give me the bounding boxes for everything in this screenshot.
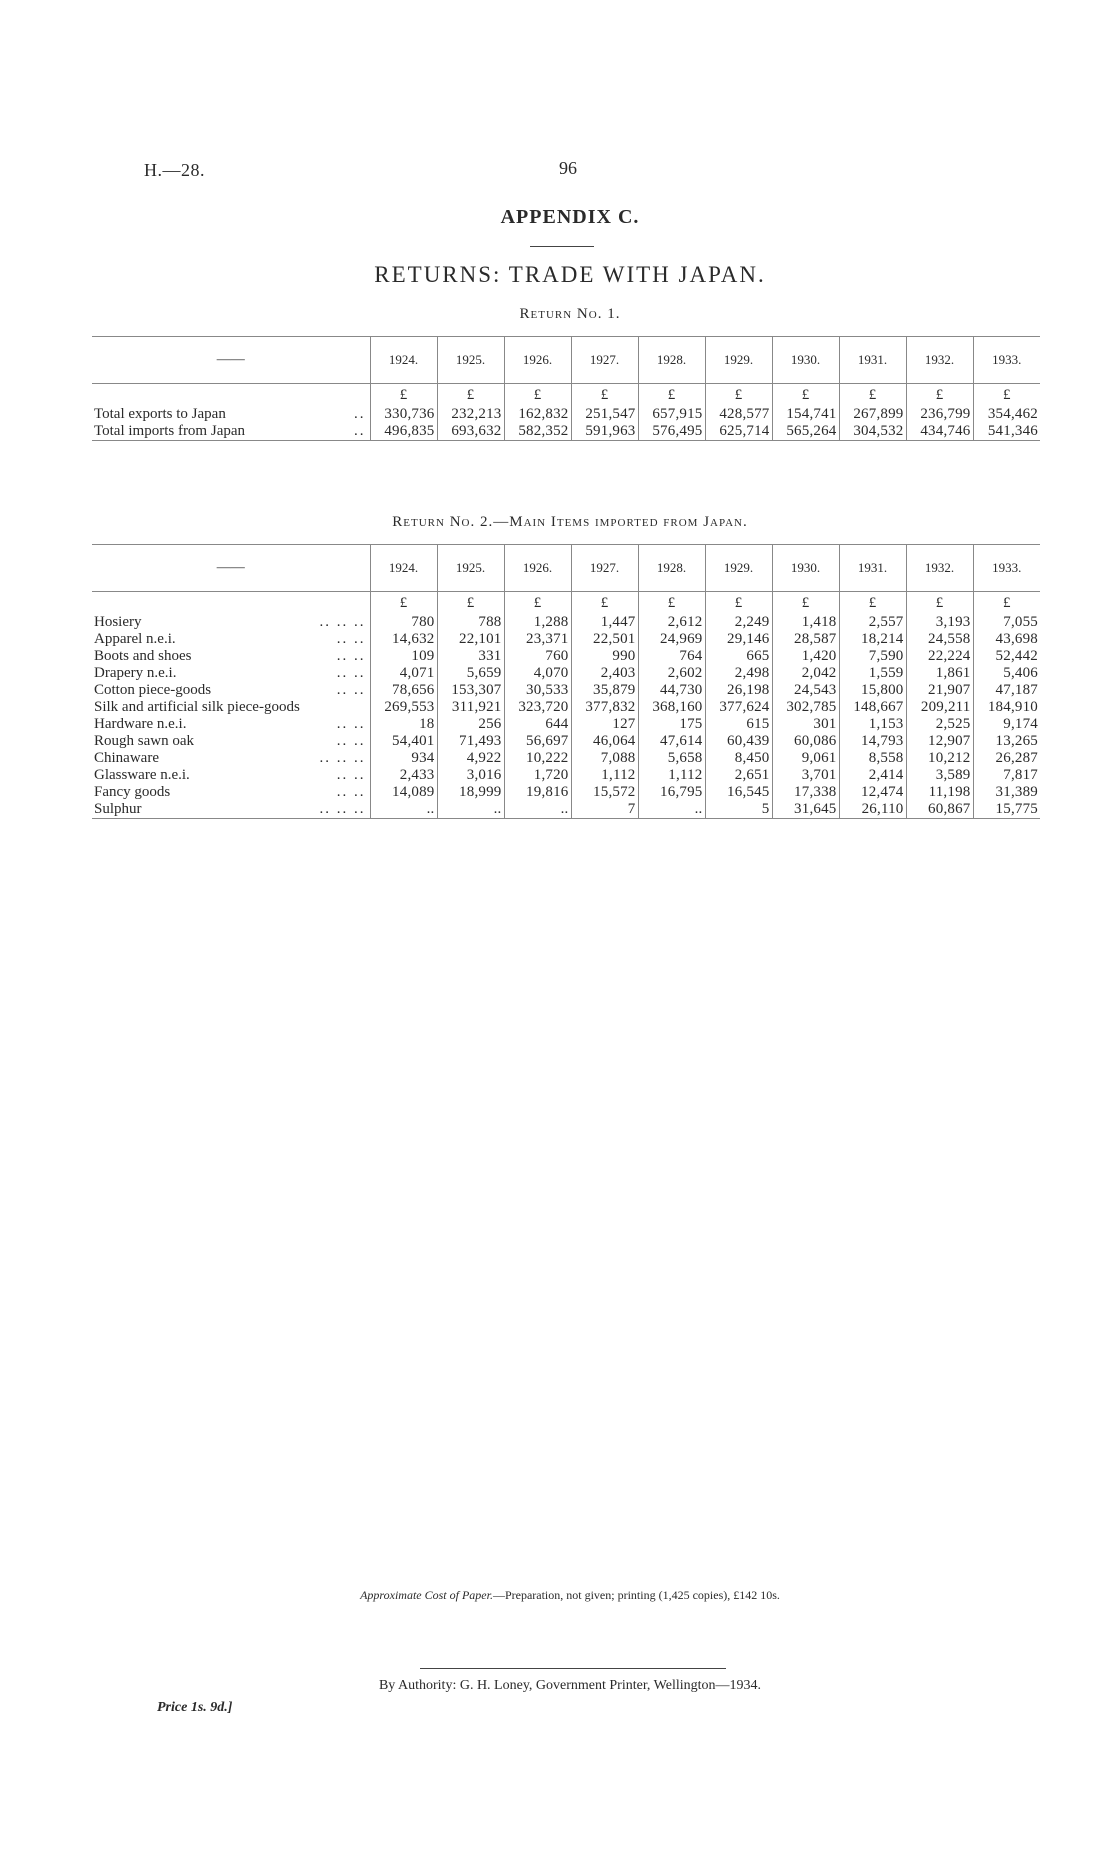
value-cell: 2,249 bbox=[705, 614, 772, 631]
value-cell: 7,088 bbox=[571, 750, 638, 767]
value-cell: 5,659 bbox=[437, 665, 504, 682]
value-cell: 60,439 bbox=[705, 733, 772, 750]
return2-table bbox=[92, 544, 1040, 819]
document-reference: H.—28. bbox=[144, 160, 205, 180]
currency-cell: £ bbox=[370, 384, 437, 407]
value-cell: .. bbox=[437, 801, 504, 819]
label-column-header: —— bbox=[216, 352, 245, 367]
currency-cell: £ bbox=[906, 592, 973, 615]
leader-dots: .. .. bbox=[336, 784, 366, 800]
value-cell: 127 bbox=[571, 716, 638, 733]
year-header: 1932. bbox=[906, 337, 973, 384]
value-cell: 29,146 bbox=[705, 631, 772, 648]
return2-body bbox=[92, 592, 1040, 819]
value-cell: 764 bbox=[638, 648, 705, 665]
value-cell: 175 bbox=[638, 716, 705, 733]
cost-of-paper-note bbox=[200, 1588, 940, 1603]
value-cell: 496,835 bbox=[370, 423, 437, 441]
row-label: Rough sawn oak bbox=[94, 733, 194, 749]
row-label-cell bbox=[92, 423, 370, 441]
currency-cell: £ bbox=[437, 592, 504, 615]
leader-dots: .. .. .. bbox=[319, 750, 366, 766]
value-cell: 625,714 bbox=[705, 423, 772, 441]
value-cell: 232,213 bbox=[437, 406, 504, 423]
value-cell: 60,867 bbox=[906, 801, 973, 819]
row-label: Drapery n.e.i. bbox=[94, 665, 177, 681]
value-cell: 14,089 bbox=[370, 784, 437, 801]
value-cell: 330,736 bbox=[370, 406, 437, 423]
main-title: RETURNS: TRADE WITH JAPAN. bbox=[374, 262, 766, 287]
value-cell: 582,352 bbox=[504, 423, 571, 441]
leader-dots: .. bbox=[354, 423, 366, 439]
value-cell: 2,433 bbox=[370, 767, 437, 784]
value-cell: 301 bbox=[772, 716, 839, 733]
year-header: 1931. bbox=[839, 545, 906, 592]
authority-divider bbox=[420, 1668, 726, 1669]
table-row bbox=[92, 423, 1040, 441]
value-cell: 311,921 bbox=[437, 699, 504, 716]
row-label-cell bbox=[92, 801, 370, 819]
value-cell: 52,442 bbox=[973, 648, 1040, 665]
value-cell: 354,462 bbox=[973, 406, 1040, 423]
value-cell: 11,198 bbox=[906, 784, 973, 801]
value-cell: 1,153 bbox=[839, 716, 906, 733]
value-cell: 1,112 bbox=[571, 767, 638, 784]
currency-cell: £ bbox=[839, 384, 906, 407]
value-cell: .. bbox=[504, 801, 571, 819]
value-cell: 760 bbox=[504, 648, 571, 665]
year-header: 1927. bbox=[571, 337, 638, 384]
value-cell: 4,071 bbox=[370, 665, 437, 682]
leader-dots: .. .. bbox=[336, 767, 366, 783]
value-cell: 7,817 bbox=[973, 767, 1040, 784]
year-header: 1933. bbox=[973, 337, 1040, 384]
value-cell: 16,795 bbox=[638, 784, 705, 801]
value-cell: 153,307 bbox=[437, 682, 504, 699]
currency-cell: £ bbox=[973, 592, 1040, 615]
value-cell: 21,907 bbox=[906, 682, 973, 699]
table-row bbox=[92, 801, 1040, 819]
value-cell: 2,602 bbox=[638, 665, 705, 682]
year-header: 1929. bbox=[705, 337, 772, 384]
value-cell: 35,879 bbox=[571, 682, 638, 699]
value-cell: 31,389 bbox=[973, 784, 1040, 801]
cost-text: —Preparation, not given; printing (1,425 copies), £142 10s. bbox=[492, 1588, 780, 1602]
table-row bbox=[92, 406, 1040, 423]
value-cell: 31,645 bbox=[772, 801, 839, 819]
cost-label: Approximate Cost of Paper. bbox=[360, 1588, 493, 1602]
currency-cell: £ bbox=[638, 384, 705, 407]
table-row bbox=[92, 784, 1040, 801]
value-cell: 541,346 bbox=[973, 423, 1040, 441]
value-cell: 2,414 bbox=[839, 767, 906, 784]
value-cell: 5 bbox=[705, 801, 772, 819]
value-cell: 3,701 bbox=[772, 767, 839, 784]
row-label: Fancy goods bbox=[94, 784, 171, 800]
printer-authority: By Authority: G. H. Loney, Government Printer, Wellington—1934. bbox=[378, 1678, 762, 1693]
value-cell: 71,493 bbox=[437, 733, 504, 750]
value-cell: 23,371 bbox=[504, 631, 571, 648]
row-label: Chinaware bbox=[94, 750, 159, 766]
return1-table bbox=[92, 336, 1040, 441]
row-label: Total exports to Japan bbox=[94, 406, 226, 422]
value-cell: 28,587 bbox=[772, 631, 839, 648]
price: Price 1s. 9d.] bbox=[157, 1700, 233, 1715]
value-cell: 565,264 bbox=[772, 423, 839, 441]
return1-body bbox=[92, 384, 1040, 441]
currency-cell: £ bbox=[437, 384, 504, 407]
value-cell: 47,187 bbox=[973, 682, 1040, 699]
year-header: 1932. bbox=[906, 545, 973, 592]
value-cell: 2,651 bbox=[705, 767, 772, 784]
value-cell: 7,590 bbox=[839, 648, 906, 665]
value-cell: 1,447 bbox=[571, 614, 638, 631]
year-header: 1929. bbox=[705, 545, 772, 592]
leader-dots: .. .. bbox=[336, 631, 366, 647]
blank-cell bbox=[92, 592, 370, 615]
value-cell: 428,577 bbox=[705, 406, 772, 423]
value-cell: 13,265 bbox=[973, 733, 1040, 750]
leader-dots: .. .. bbox=[336, 682, 366, 698]
value-cell: 267,899 bbox=[839, 406, 906, 423]
value-cell: 154,741 bbox=[772, 406, 839, 423]
return1-title: Return No. 1. bbox=[519, 306, 621, 322]
return2-header-row bbox=[92, 545, 1040, 592]
row-label-cell bbox=[92, 750, 370, 767]
blank-cell bbox=[92, 384, 370, 407]
year-header: 1933. bbox=[973, 545, 1040, 592]
value-cell: 26,198 bbox=[705, 682, 772, 699]
table-row bbox=[92, 614, 1040, 631]
row-label-cell bbox=[92, 767, 370, 784]
value-cell: 2,498 bbox=[705, 665, 772, 682]
value-cell: .. bbox=[370, 801, 437, 819]
return1-header-row bbox=[92, 337, 1040, 384]
year-header: 1931. bbox=[839, 337, 906, 384]
value-cell: 15,572 bbox=[571, 784, 638, 801]
currency-cell: £ bbox=[571, 384, 638, 407]
leader-dots: .. .. .. bbox=[319, 801, 366, 817]
value-cell: 22,224 bbox=[906, 648, 973, 665]
row-label-cell bbox=[92, 733, 370, 750]
leader-dots: .. .. bbox=[336, 648, 366, 664]
year-header: 1930. bbox=[772, 545, 839, 592]
value-cell: 12,907 bbox=[906, 733, 973, 750]
value-cell: 377,624 bbox=[705, 699, 772, 716]
value-cell: 1,861 bbox=[906, 665, 973, 682]
value-cell: 14,793 bbox=[839, 733, 906, 750]
value-cell: 2,557 bbox=[839, 614, 906, 631]
year-header: 1927. bbox=[571, 545, 638, 592]
value-cell: 2,525 bbox=[906, 716, 973, 733]
row-label-cell bbox=[92, 784, 370, 801]
row-label-cell bbox=[92, 665, 370, 682]
row-label: Boots and shoes bbox=[94, 648, 192, 664]
currency-cell: £ bbox=[370, 592, 437, 615]
leader-dots: .. .. bbox=[336, 733, 366, 749]
value-cell: 8,450 bbox=[705, 750, 772, 767]
table-row bbox=[92, 733, 1040, 750]
currency-cell: £ bbox=[504, 384, 571, 407]
value-cell: 788 bbox=[437, 614, 504, 631]
value-cell: 657,915 bbox=[638, 406, 705, 423]
value-cell: 44,730 bbox=[638, 682, 705, 699]
value-cell: 3,193 bbox=[906, 614, 973, 631]
page-number: 96 bbox=[559, 158, 577, 178]
value-cell: 236,799 bbox=[906, 406, 973, 423]
value-cell: 269,553 bbox=[370, 699, 437, 716]
value-cell: 78,656 bbox=[370, 682, 437, 699]
value-cell: 644 bbox=[504, 716, 571, 733]
row-label-cell bbox=[92, 699, 370, 716]
value-cell: 377,832 bbox=[571, 699, 638, 716]
table-row bbox=[92, 648, 1040, 665]
currency-cell: £ bbox=[772, 384, 839, 407]
row-label: Hardware n.e.i. bbox=[94, 716, 187, 732]
value-cell: 304,532 bbox=[839, 423, 906, 441]
leader-dots: .. .. .. bbox=[319, 614, 366, 630]
value-cell: 251,547 bbox=[571, 406, 638, 423]
value-cell: 990 bbox=[571, 648, 638, 665]
leader-dots: .. bbox=[354, 406, 366, 422]
value-cell: 46,064 bbox=[571, 733, 638, 750]
row-label-cell bbox=[92, 406, 370, 423]
value-cell: 1,288 bbox=[504, 614, 571, 631]
value-cell: 9,174 bbox=[973, 716, 1040, 733]
table-row bbox=[92, 767, 1040, 784]
leader-dots: .. .. bbox=[336, 716, 366, 732]
value-cell: 148,667 bbox=[839, 699, 906, 716]
currency-cell: £ bbox=[906, 384, 973, 407]
value-cell: 15,775 bbox=[973, 801, 1040, 819]
value-cell: 3,589 bbox=[906, 767, 973, 784]
row-label: Sulphur bbox=[94, 801, 142, 817]
value-cell: 1,418 bbox=[772, 614, 839, 631]
row-label-cell bbox=[92, 648, 370, 665]
value-cell: 1,420 bbox=[772, 648, 839, 665]
currency-row bbox=[92, 384, 1040, 407]
value-cell: 43,698 bbox=[973, 631, 1040, 648]
title-divider bbox=[530, 246, 594, 247]
currency-cell: £ bbox=[973, 384, 1040, 407]
row-label-cell bbox=[92, 631, 370, 648]
value-cell: 109 bbox=[370, 648, 437, 665]
value-cell: 184,910 bbox=[973, 699, 1040, 716]
table-row bbox=[92, 665, 1040, 682]
value-cell: 14,632 bbox=[370, 631, 437, 648]
table-row bbox=[92, 716, 1040, 733]
value-cell: 17,338 bbox=[772, 784, 839, 801]
year-header: 1925. bbox=[437, 545, 504, 592]
value-cell: 15,800 bbox=[839, 682, 906, 699]
row-label: Hosiery bbox=[94, 614, 142, 630]
value-cell: 591,963 bbox=[571, 423, 638, 441]
value-cell: 30,533 bbox=[504, 682, 571, 699]
value-cell: 665 bbox=[705, 648, 772, 665]
value-cell: 2,403 bbox=[571, 665, 638, 682]
value-cell: 5,406 bbox=[973, 665, 1040, 682]
value-cell: 693,632 bbox=[437, 423, 504, 441]
table-row bbox=[92, 699, 1040, 716]
value-cell: 2,612 bbox=[638, 614, 705, 631]
year-header: 1926. bbox=[504, 337, 571, 384]
table-row bbox=[92, 631, 1040, 648]
value-cell: 934 bbox=[370, 750, 437, 767]
value-cell: 10,212 bbox=[906, 750, 973, 767]
value-cell: 331 bbox=[437, 648, 504, 665]
currency-cell: £ bbox=[571, 592, 638, 615]
value-cell: 60,086 bbox=[772, 733, 839, 750]
return2-title: Return No. 2.—Main Items imported from Japan. bbox=[392, 514, 748, 530]
value-cell: 1,112 bbox=[638, 767, 705, 784]
year-header: 1926. bbox=[504, 545, 571, 592]
currency-cell: £ bbox=[705, 592, 772, 615]
value-cell: 24,558 bbox=[906, 631, 973, 648]
value-cell: 2,042 bbox=[772, 665, 839, 682]
value-cell: 5,658 bbox=[638, 750, 705, 767]
value-cell: 54,401 bbox=[370, 733, 437, 750]
value-cell: 26,287 bbox=[973, 750, 1040, 767]
year-header: 1928. bbox=[638, 545, 705, 592]
value-cell: 7,055 bbox=[973, 614, 1040, 631]
year-header: 1928. bbox=[638, 337, 705, 384]
row-label: Cotton piece-goods bbox=[94, 682, 212, 698]
value-cell: 615 bbox=[705, 716, 772, 733]
value-cell: 8,558 bbox=[839, 750, 906, 767]
currency-cell: £ bbox=[839, 592, 906, 615]
row-label: Total imports from Japan bbox=[94, 423, 246, 439]
value-cell: 1,559 bbox=[839, 665, 906, 682]
row-label: Glassware n.e.i. bbox=[94, 767, 190, 783]
row-label: Apparel n.e.i. bbox=[94, 631, 176, 647]
value-cell: 24,969 bbox=[638, 631, 705, 648]
value-cell: 26,110 bbox=[839, 801, 906, 819]
value-cell: 256 bbox=[437, 716, 504, 733]
row-label-cell bbox=[92, 614, 370, 631]
value-cell: 434,746 bbox=[906, 423, 973, 441]
value-cell: 18,999 bbox=[437, 784, 504, 801]
value-cell: 9,061 bbox=[772, 750, 839, 767]
year-header: 1930. bbox=[772, 337, 839, 384]
table-row bbox=[92, 682, 1040, 699]
currency-cell: £ bbox=[705, 384, 772, 407]
year-header: 1925. bbox=[437, 337, 504, 384]
value-cell: .. bbox=[638, 801, 705, 819]
row-label-cell bbox=[92, 716, 370, 733]
value-cell: 24,543 bbox=[772, 682, 839, 699]
currency-cell: £ bbox=[638, 592, 705, 615]
value-cell: 209,211 bbox=[906, 699, 973, 716]
value-cell: 47,614 bbox=[638, 733, 705, 750]
value-cell: 18 bbox=[370, 716, 437, 733]
value-cell: 1,720 bbox=[504, 767, 571, 784]
label-column-header: —— bbox=[216, 560, 245, 575]
value-cell: 162,832 bbox=[504, 406, 571, 423]
year-header: 1924. bbox=[370, 545, 437, 592]
value-cell: 10,222 bbox=[504, 750, 571, 767]
currency-cell: £ bbox=[772, 592, 839, 615]
value-cell: 3,016 bbox=[437, 767, 504, 784]
value-cell: 4,070 bbox=[504, 665, 571, 682]
value-cell: 368,160 bbox=[638, 699, 705, 716]
value-cell: 12,474 bbox=[839, 784, 906, 801]
value-cell: 16,545 bbox=[705, 784, 772, 801]
value-cell: 780 bbox=[370, 614, 437, 631]
currency-cell: £ bbox=[504, 592, 571, 615]
value-cell: 323,720 bbox=[504, 699, 571, 716]
value-cell: 56,697 bbox=[504, 733, 571, 750]
year-header: 1924. bbox=[370, 337, 437, 384]
appendix-title: APPENDIX C. bbox=[500, 206, 640, 228]
value-cell: 22,101 bbox=[437, 631, 504, 648]
row-label-cell bbox=[92, 682, 370, 699]
value-cell: 19,816 bbox=[504, 784, 571, 801]
value-cell: 22,501 bbox=[571, 631, 638, 648]
currency-row bbox=[92, 592, 1040, 615]
row-label: Silk and artificial silk piece-goods bbox=[94, 699, 300, 715]
value-cell: 18,214 bbox=[839, 631, 906, 648]
value-cell: 302,785 bbox=[772, 699, 839, 716]
value-cell: 4,922 bbox=[437, 750, 504, 767]
value-cell: 576,495 bbox=[638, 423, 705, 441]
table-row bbox=[92, 750, 1040, 767]
leader-dots: .. .. bbox=[336, 665, 366, 681]
value-cell: 7 bbox=[571, 801, 638, 819]
